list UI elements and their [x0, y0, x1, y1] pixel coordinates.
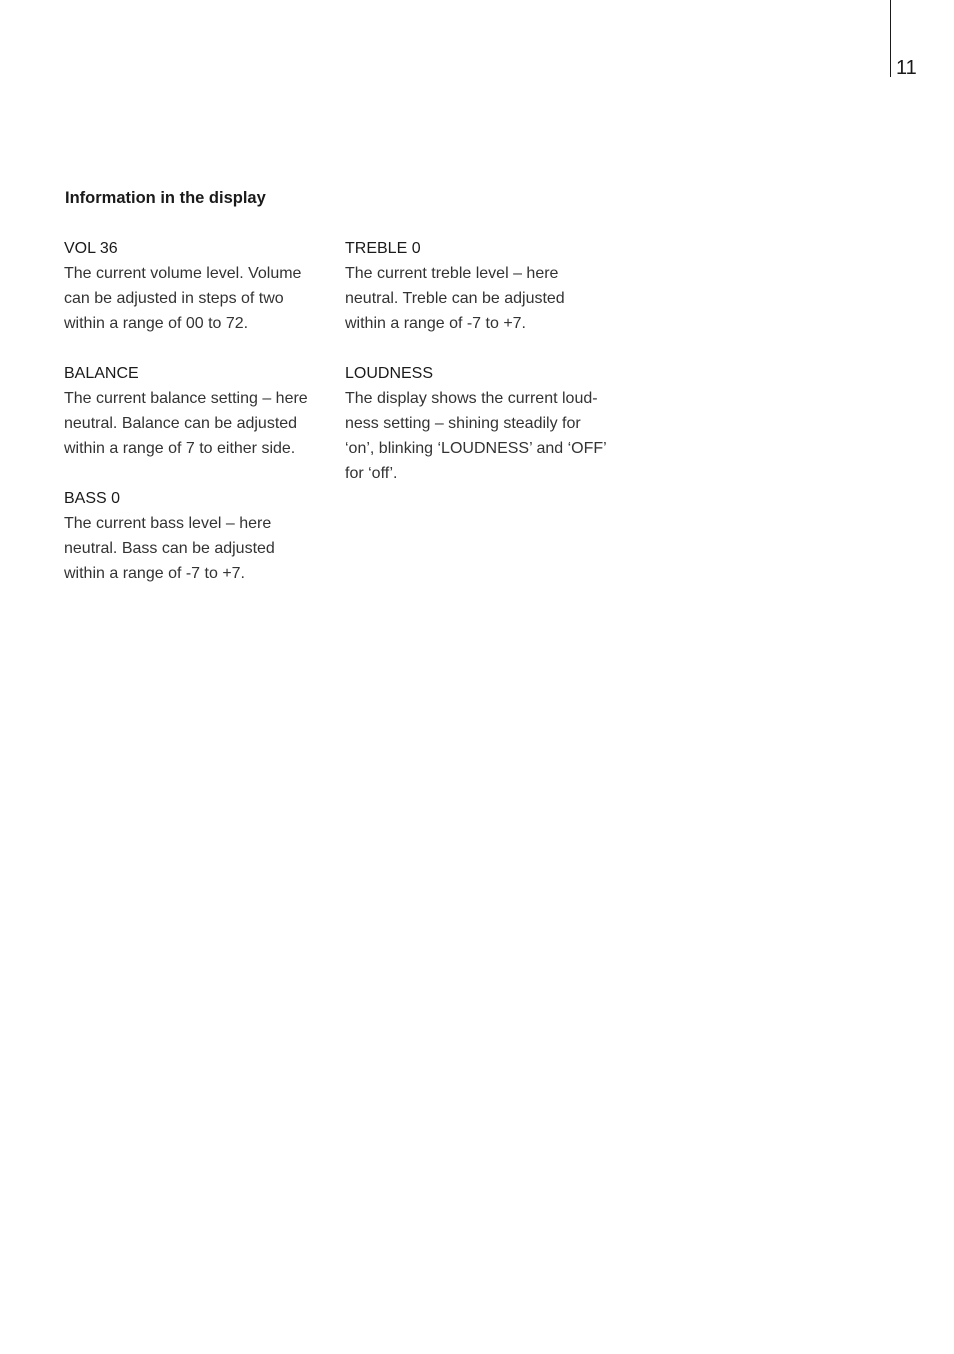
entry-description: The current treble level – here neutral. Treble can be adjusted within a range of -7 to +7. — [345, 265, 565, 332]
entry-loudness — [345, 361, 620, 486]
margin-rule — [890, 0, 891, 77]
entry-description: The current balance setting – here neutral. Balance can be adjusted within a range of 7 to either side. — [64, 390, 308, 457]
entry-term: BALANCE — [64, 365, 139, 382]
entry-term: LOUDNESS — [345, 365, 434, 382]
entry-term: BASS 0 — [64, 490, 121, 507]
section-heading: Information in the display — [65, 189, 266, 207]
entry-description: The current bass level – here neutral. Bass can be adjusted within a range of -7 to +7. — [64, 515, 275, 582]
entry-balance — [64, 361, 339, 461]
entry-description: The display shows the current loud- ness setting – shining steadily for ‘on’, blinking ‘LOUDNESS’ and ‘OFF’ for ‘off’. — [345, 390, 607, 482]
entry-vol — [64, 236, 339, 336]
entry-bass — [64, 486, 339, 586]
entry-description: The current volume level. Volume can be adjusted in steps of two within a range of 00 to 72. — [64, 265, 302, 332]
page-number: 11 — [896, 57, 917, 79]
entry-term: VOL 36 — [64, 240, 118, 257]
entry-term: TREBLE 0 — [345, 240, 421, 257]
entry-treble — [345, 236, 620, 336]
